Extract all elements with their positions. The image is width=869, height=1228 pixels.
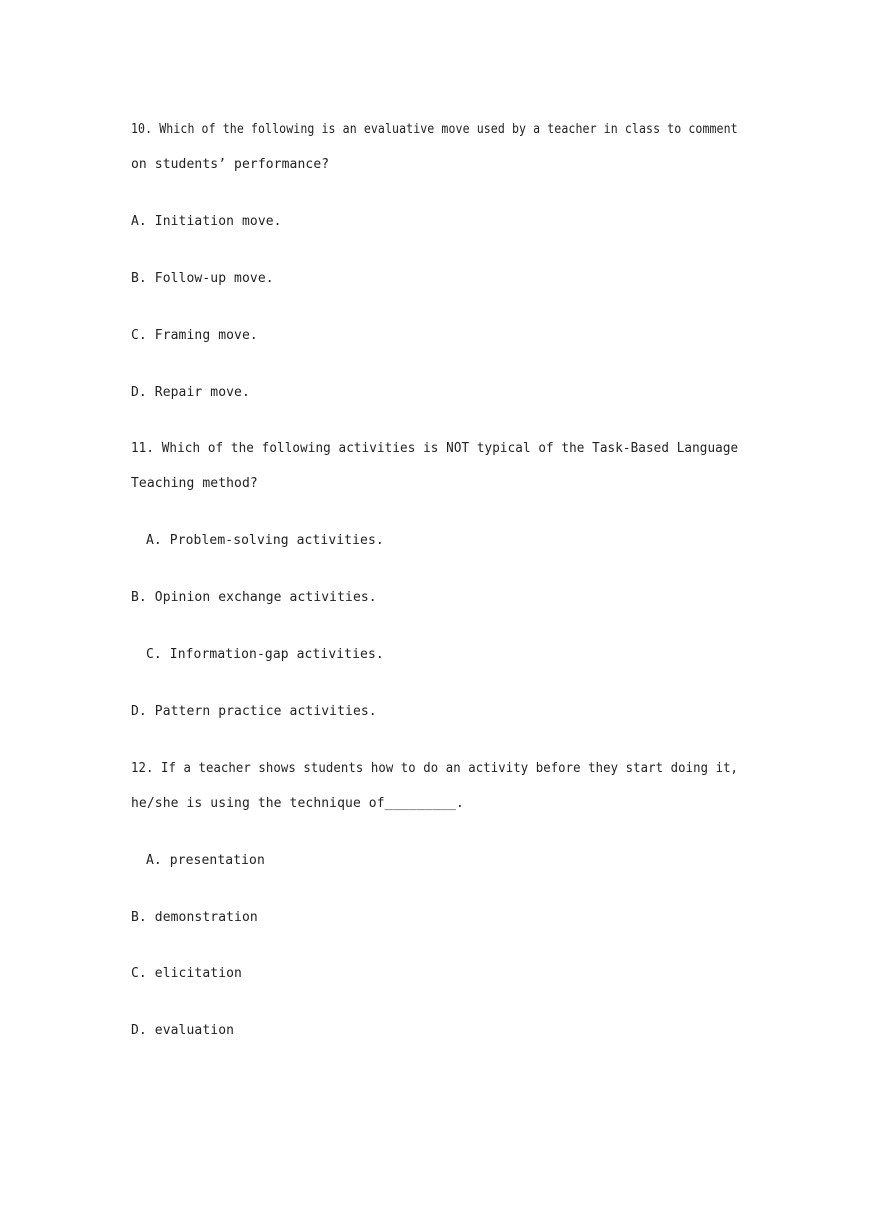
question-11-option-b: B. Opinion exchange activities. [131,590,377,605]
question-11-option-a: A. Problem-solving activities. [146,533,384,548]
question-10-text-line-1: 10. Which of the following is an evaluative move used by a teacher in class to comment [131,122,738,137]
question-12-text-line-2: he/she is using the technique of_________. [131,796,464,811]
question-12-option-c: C. elicitation [131,966,242,981]
question-12-option-b: B. demonstration [131,910,258,925]
question-12-option-a: A. presentation [146,853,265,868]
question-10-option-b: B. Follow-up move. [131,271,274,286]
question-11-text-line-1: 11. Which of the following activities is NOT typical of the Task-Based Language [131,441,739,456]
question-10-option-c: C. Framing move. [131,328,258,343]
question-10-text-line-2: on students’ performance? [131,157,330,172]
question-12-text-line-1: 12. If a teacher shows students how to do an activity before they start doing it, [131,761,739,776]
question-10-option-d: D. Repair move. [131,385,250,400]
question-10-option-a: A. Initiation move. [131,214,282,229]
question-11-text-line-2: Teaching method? [131,476,258,491]
question-11-option-c: C. Information-gap activities. [146,647,384,662]
question-12-option-d: D. evaluation [131,1023,235,1038]
question-11-option-d: D. Pattern practice activities. [131,704,377,719]
